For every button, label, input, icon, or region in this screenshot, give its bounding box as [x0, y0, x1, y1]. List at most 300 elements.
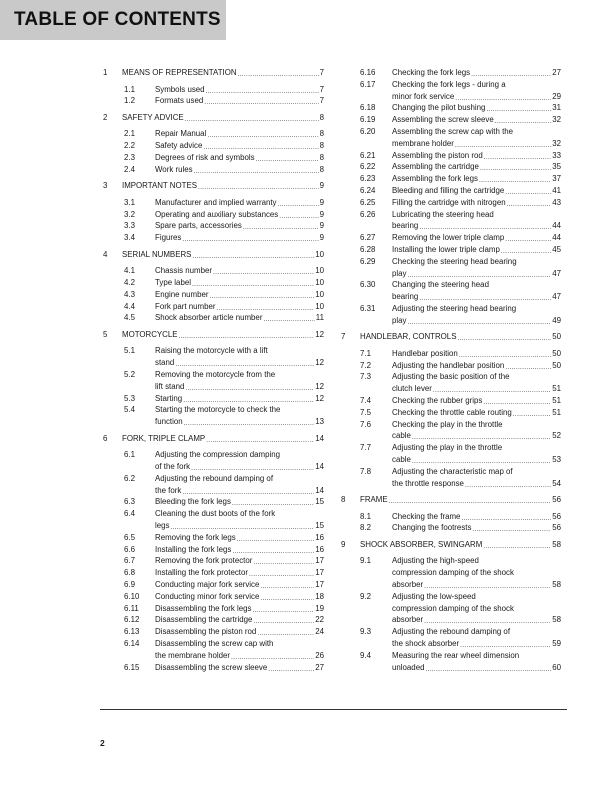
- dot-leader: [455, 92, 551, 101]
- toc-entry-page: 11: [315, 313, 324, 323]
- toc-entry-number: 6.3: [124, 497, 135, 507]
- dot-leader: [483, 396, 551, 405]
- toc-entry-6-16[interactable]: [392, 67, 561, 78]
- toc-entry-title: Checking the steering head bearing: [392, 256, 517, 266]
- dot-leader: [231, 651, 314, 660]
- toc-entry-title: Spare parts, accessories: [155, 221, 242, 231]
- toc-entry-6-12[interactable]: [155, 614, 324, 625]
- toc-entry-page: 50: [552, 332, 561, 342]
- toc-entry-title: Chassis number: [155, 266, 213, 276]
- toc-entry-page: 58: [552, 580, 561, 589]
- toc-entry-6[interactable]: [122, 433, 324, 444]
- dot-leader: [185, 113, 319, 122]
- toc-entry-page: 60: [552, 662, 561, 672]
- toc-entry-9-3[interactable]: [392, 638, 561, 649]
- toc-entry-number: 9.1: [360, 556, 371, 566]
- toc-entry-title: Changing the pilot bushing: [392, 103, 486, 113]
- toc-entry-page: 18: [315, 591, 324, 601]
- toc-entry-number: 4.2: [124, 277, 135, 287]
- toc-entry-page: 14: [315, 433, 324, 443]
- toc-entry-number: 4.4: [124, 301, 135, 311]
- toc-entry-5-4[interactable]: [155, 416, 324, 427]
- toc-entry-6-10[interactable]: [155, 591, 324, 602]
- toc-entry-6-14[interactable]: [155, 650, 324, 661]
- toc-entry-title: Work rules: [155, 164, 193, 174]
- toc-entry-number: 7.1: [360, 348, 371, 358]
- page-number: 2: [100, 738, 105, 748]
- toc-entry-title: minor fork service: [392, 91, 455, 101]
- toc-entry-page: 47: [552, 292, 561, 302]
- dot-leader: [412, 455, 551, 464]
- toc-entry-title: Fork part number: [155, 301, 216, 311]
- toc-entry-6-8[interactable]: [155, 567, 324, 578]
- toc-entry-6-29[interactable]: [392, 268, 561, 279]
- toc-entry-title: absorber: [392, 580, 424, 589]
- toc-entry-title: Disassembling the piston rod: [155, 627, 257, 637]
- toc-entry-page: 10: [315, 301, 324, 311]
- toc-entry-title: Engine number: [155, 289, 209, 299]
- dot-leader: [513, 408, 551, 417]
- toc-entry-number: 8.2: [360, 523, 371, 533]
- dot-leader: [424, 615, 551, 624]
- toc-entry-6-25[interactable]: [392, 197, 561, 208]
- toc-entry-title: Filling the cartridge with nitrogen: [392, 197, 506, 207]
- toc-entry-number: 3.1: [124, 197, 135, 207]
- toc-entry-title: compression damping of the shock: [392, 568, 514, 578]
- toc-entry-1-2[interactable]: [155, 95, 324, 106]
- dot-leader: [260, 580, 314, 589]
- dot-leader: [505, 361, 551, 370]
- dot-leader: [268, 663, 314, 672]
- toc-entry-page: 9: [319, 221, 324, 231]
- toc-entry-page: 24: [315, 627, 324, 637]
- toc-entry-number: 5: [103, 329, 108, 339]
- toc-entry-4-4[interactable]: [155, 301, 324, 312]
- dot-leader: [198, 181, 319, 190]
- toc-entry-page: 43: [552, 197, 561, 207]
- toc-entry-title: the shock absorber: [392, 639, 460, 648]
- toc-entry-title: Raising the motorcycle with a lift: [155, 346, 268, 356]
- toc-entry-number: 6.26: [360, 209, 376, 219]
- toc-entry-title: clutch lever: [392, 384, 432, 394]
- toc-entry-page: 56: [552, 523, 561, 533]
- toc-entry-6-15[interactable]: [155, 662, 324, 673]
- toc-entry-4-5[interactable]: [155, 312, 324, 323]
- dot-leader: [192, 250, 314, 259]
- toc-entry-6-6[interactable]: [155, 544, 324, 555]
- toc-entry-page: 8: [319, 112, 324, 122]
- toc-entry-title: Adjusting the basic position of the: [392, 372, 510, 382]
- toc-entry-6-28[interactable]: [392, 244, 561, 255]
- toc-entry-6-27[interactable]: [392, 232, 561, 243]
- dot-leader: [507, 198, 552, 207]
- toc-entry-page: 12: [315, 381, 324, 391]
- toc-entry-page: 14: [315, 461, 324, 471]
- toc-entry-number: 9: [341, 539, 346, 549]
- toc-entry-page: 35: [552, 162, 561, 172]
- toc-entry-title: Manufacturer and implied warranty: [155, 197, 277, 207]
- toc-entry-8[interactable]: [360, 494, 561, 505]
- toc-entry-page: 51: [552, 396, 561, 405]
- toc-entry-7-5[interactable]: [392, 407, 561, 418]
- toc-entry-3-3[interactable]: [155, 220, 324, 231]
- dot-leader: [484, 151, 551, 160]
- toc-entry-page: 44: [552, 233, 561, 243]
- toc-entry-6-5[interactable]: [155, 532, 324, 543]
- toc-entry-4-1[interactable]: [155, 265, 324, 276]
- toc-entry-title: unloaded: [392, 662, 425, 672]
- toc-entry-2-3[interactable]: [155, 152, 324, 163]
- toc-entry-title: Checking the play in the throttle: [392, 419, 503, 429]
- toc-entry-title: Formats used: [155, 96, 204, 106]
- toc-entry-page: 10: [315, 289, 324, 299]
- toc-entry-title: Installing the fork protector: [155, 568, 248, 578]
- toc-entry-title: SHOCK ABSORBER, SWINGARM: [360, 539, 483, 549]
- toc-entry-page: 17: [315, 579, 324, 589]
- toc-entry-title: Assembling the screw cap with the: [392, 127, 514, 136]
- toc-entry-title: Symbols used: [155, 84, 205, 94]
- toc-entry-title: the membrane holder: [155, 650, 231, 660]
- toc-entry-title: Assembling the cartridge: [392, 162, 479, 172]
- toc-entry-title: Measuring the rear wheel dimension: [392, 650, 520, 660]
- dot-leader: [459, 349, 551, 358]
- toc-entry-1-1[interactable]: [155, 84, 324, 95]
- toc-entry-6-9[interactable]: [155, 579, 324, 590]
- toc-entry-page: 15: [315, 520, 324, 530]
- toc-entry-6-30[interactable]: [392, 291, 561, 302]
- dot-leader: [455, 139, 551, 148]
- dot-leader: [252, 604, 314, 613]
- dot-leader: [433, 384, 551, 393]
- toc-entry-page: 47: [552, 268, 561, 278]
- toc-entry-number: 6.16: [360, 68, 376, 77]
- toc-entry-page: 10: [315, 249, 324, 259]
- toc-entry-page: 53: [552, 455, 561, 464]
- toc-entry-title: the throttle response: [392, 478, 464, 488]
- dot-leader: [179, 330, 315, 339]
- toc-entry-page: 10: [315, 277, 324, 287]
- toc-entry-title: Checking the throttle cable routing: [392, 407, 512, 417]
- toc-entry-number: 2.1: [124, 129, 135, 139]
- toc-entry-5-1[interactable]: [155, 357, 324, 368]
- dot-leader: [424, 580, 551, 589]
- toc-entry-4[interactable]: [122, 249, 324, 260]
- toc-entry-6-7[interactable]: [155, 555, 324, 566]
- toc-entry-6-26[interactable]: [392, 220, 561, 231]
- toc-entry-title: Disassembling the fork legs: [155, 603, 252, 613]
- toc-entry-title: Cleaning the dust boots of the fork: [155, 509, 276, 519]
- toc-entry-6-18[interactable]: [392, 102, 561, 113]
- dot-leader: [206, 434, 314, 443]
- dot-leader: [170, 521, 314, 530]
- dot-leader: [479, 174, 551, 183]
- toc-entry-7-2[interactable]: [392, 360, 561, 371]
- toc-entry-page: 22: [315, 615, 324, 625]
- toc-entry-title: Checking the rubber grips: [392, 396, 483, 405]
- title-bar: [0, 0, 226, 40]
- toc-entry-number: 5.2: [124, 369, 135, 379]
- toc-entry-page: 10: [315, 266, 324, 276]
- toc-entry-page: 8: [319, 164, 324, 174]
- toc-entry-title: Adjusting the characteristic map of: [392, 466, 513, 476]
- toc-entry-title: of the fork: [155, 461, 191, 471]
- toc-entry-title: Starting: [155, 393, 183, 403]
- dot-leader: [412, 431, 551, 440]
- toc-entry-number: 6.1: [124, 450, 135, 460]
- toc-entry-number: 6.29: [360, 256, 376, 266]
- dot-leader: [495, 115, 551, 124]
- toc-entry-number: 6.20: [360, 127, 376, 136]
- toc-entry-number: 6.31: [360, 304, 376, 313]
- toc-entry-number: 6.10: [124, 591, 140, 601]
- dot-leader: [460, 639, 551, 648]
- toc-entry-title: Installing the fork legs: [155, 544, 232, 554]
- toc-entry-title: Degrees of risk and symbols: [155, 152, 255, 162]
- toc-entry-6-23[interactable]: [392, 173, 561, 184]
- toc-entry-page: 16: [315, 532, 324, 542]
- toc-entry-page: 29: [552, 91, 561, 101]
- toc-entry-page: 58: [552, 615, 561, 625]
- toc-entry-title: Checking the fork legs: [392, 68, 471, 77]
- toc-entry-7-4[interactable]: [392, 395, 561, 406]
- toc-entry-9-2[interactable]: [392, 614, 561, 625]
- toc-entry-page: 26: [315, 650, 324, 660]
- dot-leader: [501, 245, 551, 254]
- toc-entry-title: Type label: [155, 277, 191, 287]
- toc-entry-title: Shock absorber article number: [155, 313, 263, 323]
- dot-leader: [210, 290, 315, 299]
- toc-entry-title: IMPORTANT NOTES: [122, 181, 197, 191]
- toc-entry-title: function: [155, 417, 183, 427]
- dot-leader: [203, 141, 318, 150]
- toc-entry-7-1[interactable]: [392, 348, 561, 359]
- toc-entry-number: 6.2: [124, 473, 135, 483]
- toc-entry-title: Repair Manual: [155, 129, 207, 139]
- dot-leader: [425, 663, 551, 672]
- toc-entry-title: FORK, TRIPLE CLAMP: [122, 433, 206, 443]
- toc-entry-number: 3: [103, 181, 108, 191]
- toc-entry-7[interactable]: [360, 331, 561, 342]
- dot-leader: [207, 129, 318, 138]
- toc-entry-title: play: [392, 315, 407, 325]
- toc-entry-title: Adjusting the high-speed: [392, 556, 479, 566]
- toc-entry-page: 50: [552, 360, 561, 370]
- toc-entry-7-3[interactable]: [392, 383, 561, 394]
- toc-entry-2-1[interactable]: [155, 128, 324, 139]
- toc-entry-7-8[interactable]: [392, 478, 561, 489]
- dot-leader: [407, 316, 551, 325]
- toc-entry-title: membrane holder: [392, 138, 454, 148]
- toc-entry-number: 6.17: [360, 79, 376, 89]
- toc-entry-page: 17: [315, 568, 324, 578]
- dot-leader: [191, 462, 314, 471]
- toc-entry-6-21[interactable]: [392, 150, 561, 161]
- toc-entry-page: 58: [552, 539, 561, 549]
- dot-leader: [249, 568, 314, 577]
- toc-entry-number: 7.2: [360, 360, 371, 370]
- toc-entry-title: Adjusting the rebound damping of: [392, 627, 511, 637]
- toc-entry-4-2[interactable]: [155, 277, 324, 288]
- toc-entry-8-1[interactable]: [392, 511, 561, 522]
- toc-entry-4-3[interactable]: [155, 289, 324, 300]
- toc-entry-title: compression damping of the shock: [392, 603, 514, 613]
- dot-leader: [213, 266, 314, 275]
- dot-leader: [419, 221, 551, 230]
- toc-entry-6-20[interactable]: [392, 138, 561, 149]
- toc-entry-number: 6.11: [124, 603, 139, 613]
- dot-leader: [217, 302, 315, 311]
- toc-entry-title: Adjusting the handlebar position: [392, 360, 505, 370]
- toc-entry-number: 3.2: [124, 209, 135, 219]
- toc-entry-number: 6.14: [124, 638, 140, 648]
- toc-entry-1[interactable]: [122, 67, 324, 78]
- toc-entry-title: stand: [155, 358, 175, 368]
- dot-leader: [253, 556, 314, 565]
- toc-entry-5-2[interactable]: [155, 381, 324, 392]
- toc-entry-title: Bleeding the fork legs: [155, 497, 231, 507]
- toc-entry-title: HANDLEBAR, CONTROLS: [360, 332, 457, 342]
- toc-entry-number: 6.28: [360, 245, 376, 254]
- toc-entry-page: 14: [315, 485, 324, 495]
- toc-entry-number: 2.2: [124, 141, 135, 151]
- dot-leader: [461, 512, 551, 521]
- toc-entry-7-6[interactable]: [392, 430, 561, 441]
- toc-entry-number: 2.3: [124, 152, 135, 162]
- toc-entry-number: 9.4: [360, 650, 371, 660]
- toc-entry-page: 17: [315, 556, 324, 566]
- dot-leader: [238, 68, 319, 77]
- toc-entry-6-1[interactable]: [155, 461, 324, 472]
- toc-entry-page: 41: [552, 186, 561, 195]
- toc-entry-number: 4: [103, 249, 108, 259]
- toc-entry-2-2[interactable]: [155, 140, 324, 151]
- toc-entry-page: 15: [315, 497, 324, 507]
- toc-entry-title: MOTORCYCLE: [122, 329, 178, 339]
- toc-entry-page: 13: [315, 417, 324, 427]
- toc-entry-8-2[interactable]: [392, 522, 561, 533]
- toc-entry-number: 4.5: [124, 313, 135, 323]
- toc-entry-title: absorber: [392, 615, 424, 625]
- toc-entry-page: 49: [552, 315, 561, 325]
- toc-entry-3[interactable]: [122, 180, 324, 191]
- toc-entry-page: 32: [552, 115, 561, 125]
- toc-entry-title: Adjusting the steering head bearing: [392, 304, 517, 313]
- toc-entry-number: 5.4: [124, 405, 135, 415]
- toc-entry-page: 16: [315, 544, 324, 554]
- toc-entry-page: 44: [552, 221, 561, 231]
- toc-entry-6-22[interactable]: [392, 161, 561, 172]
- toc-entry-page: 8: [319, 129, 324, 139]
- toc-entry-page: 45: [552, 245, 561, 254]
- toc-entry-title: Disassembling the screw sleeve: [155, 662, 268, 672]
- toc-entry-6-2[interactable]: [155, 485, 324, 496]
- toc-entry-title: play: [392, 268, 407, 278]
- toc-entry-number: 5.1: [124, 346, 135, 356]
- toc-entry-6-3[interactable]: [155, 496, 324, 507]
- dot-leader: [260, 592, 314, 601]
- toc-entry-number: 6.23: [360, 174, 376, 184]
- toc-entry-page: 19: [315, 603, 324, 613]
- toc-entry-3-1[interactable]: [155, 197, 324, 208]
- toc-entry-title: bearing: [392, 292, 419, 302]
- toc-entry-title: Adjusting the play in the throttle: [392, 443, 503, 453]
- dot-leader: [407, 269, 551, 278]
- dot-leader: [232, 497, 314, 506]
- toc-entry-title: legs: [155, 520, 170, 530]
- toc-entry-title: Operating and auxiliary substances: [155, 209, 279, 219]
- toc-entry-6-4[interactable]: [155, 520, 324, 531]
- toc-entry-number: 9.3: [360, 627, 371, 637]
- toc-entry-5-3[interactable]: [155, 393, 324, 404]
- toc-entry-number: 6.19: [360, 115, 376, 125]
- toc-entry-9-4[interactable]: [392, 662, 561, 673]
- toc-entry-title: Changing the footrests: [392, 523, 472, 533]
- toc-entry-number: 6.7: [124, 556, 135, 566]
- dot-leader: [471, 68, 551, 77]
- toc-entry-3-4[interactable]: [155, 232, 324, 243]
- toc-entry-number: 6.4: [124, 509, 135, 519]
- toc-entry-2-4[interactable]: [155, 164, 324, 175]
- dot-leader: [182, 233, 318, 242]
- dot-leader: [465, 479, 551, 488]
- toc-entry-number: 4.3: [124, 289, 135, 299]
- toc-entry-title: Checking the frame: [392, 511, 461, 521]
- toc-entry-number: 7.5: [360, 407, 371, 417]
- toc-entry-page: 12: [315, 329, 324, 339]
- toc-entry-6-11[interactable]: [155, 603, 324, 614]
- dot-leader: [472, 523, 551, 532]
- toc-entry-number: 1: [103, 68, 108, 77]
- toc-entry-7-7[interactable]: [392, 454, 561, 465]
- toc-entry-page: 12: [315, 358, 324, 368]
- toc-entry-page: 50: [552, 348, 561, 358]
- toc-entry-2[interactable]: [122, 112, 324, 123]
- toc-entry-9[interactable]: [360, 539, 561, 550]
- page-title: TABLE OF CONTENTS: [14, 9, 221, 30]
- toc-entry-number: 6.21: [360, 150, 376, 160]
- toc-entry-3-2[interactable]: [155, 209, 324, 220]
- toc-entry-number: 4.1: [124, 266, 135, 276]
- toc-entry-number: 7.3: [360, 372, 371, 382]
- toc-entry-page: 12: [315, 393, 324, 403]
- dot-leader: [192, 278, 314, 287]
- toc-entry-number: 6.13: [124, 627, 140, 637]
- dot-leader: [483, 540, 551, 549]
- toc-entry-title: Disassembling the cartridge: [155, 615, 253, 625]
- toc-entry-title: bearing: [392, 221, 419, 231]
- toc-entry-number: 3.3: [124, 221, 135, 231]
- toc-entry-number: 7: [341, 332, 346, 342]
- toc-entry-number: 6: [103, 433, 108, 443]
- toc-entry-6-19[interactable]: [392, 114, 561, 125]
- toc-entry-page: 9: [319, 209, 324, 219]
- toc-entry-6-31[interactable]: [392, 315, 561, 326]
- toc-entry-page: 8: [319, 141, 324, 151]
- toc-entry-6-17[interactable]: [392, 91, 561, 102]
- toc-entry-6-24[interactable]: [392, 185, 561, 196]
- toc-entry-page: 8: [319, 152, 324, 162]
- toc-entry-page: 56: [552, 495, 561, 505]
- toc-entry-title: Removing the fork protector: [155, 556, 253, 566]
- toc-entry-9-1[interactable]: [392, 579, 561, 590]
- toc-entry-title: Assembling the fork legs: [392, 174, 478, 184]
- toc-entry-number: 6.22: [360, 162, 376, 172]
- toc-entry-title: Lubricating the steering head: [392, 209, 494, 219]
- toc-entry-title: Bleeding and filling the cartridge: [392, 186, 505, 195]
- toc-entry-6-13[interactable]: [155, 626, 324, 637]
- toc-entry-5[interactable]: [122, 329, 324, 340]
- toc-entry-title: Disassembling the screw cap with: [155, 638, 274, 648]
